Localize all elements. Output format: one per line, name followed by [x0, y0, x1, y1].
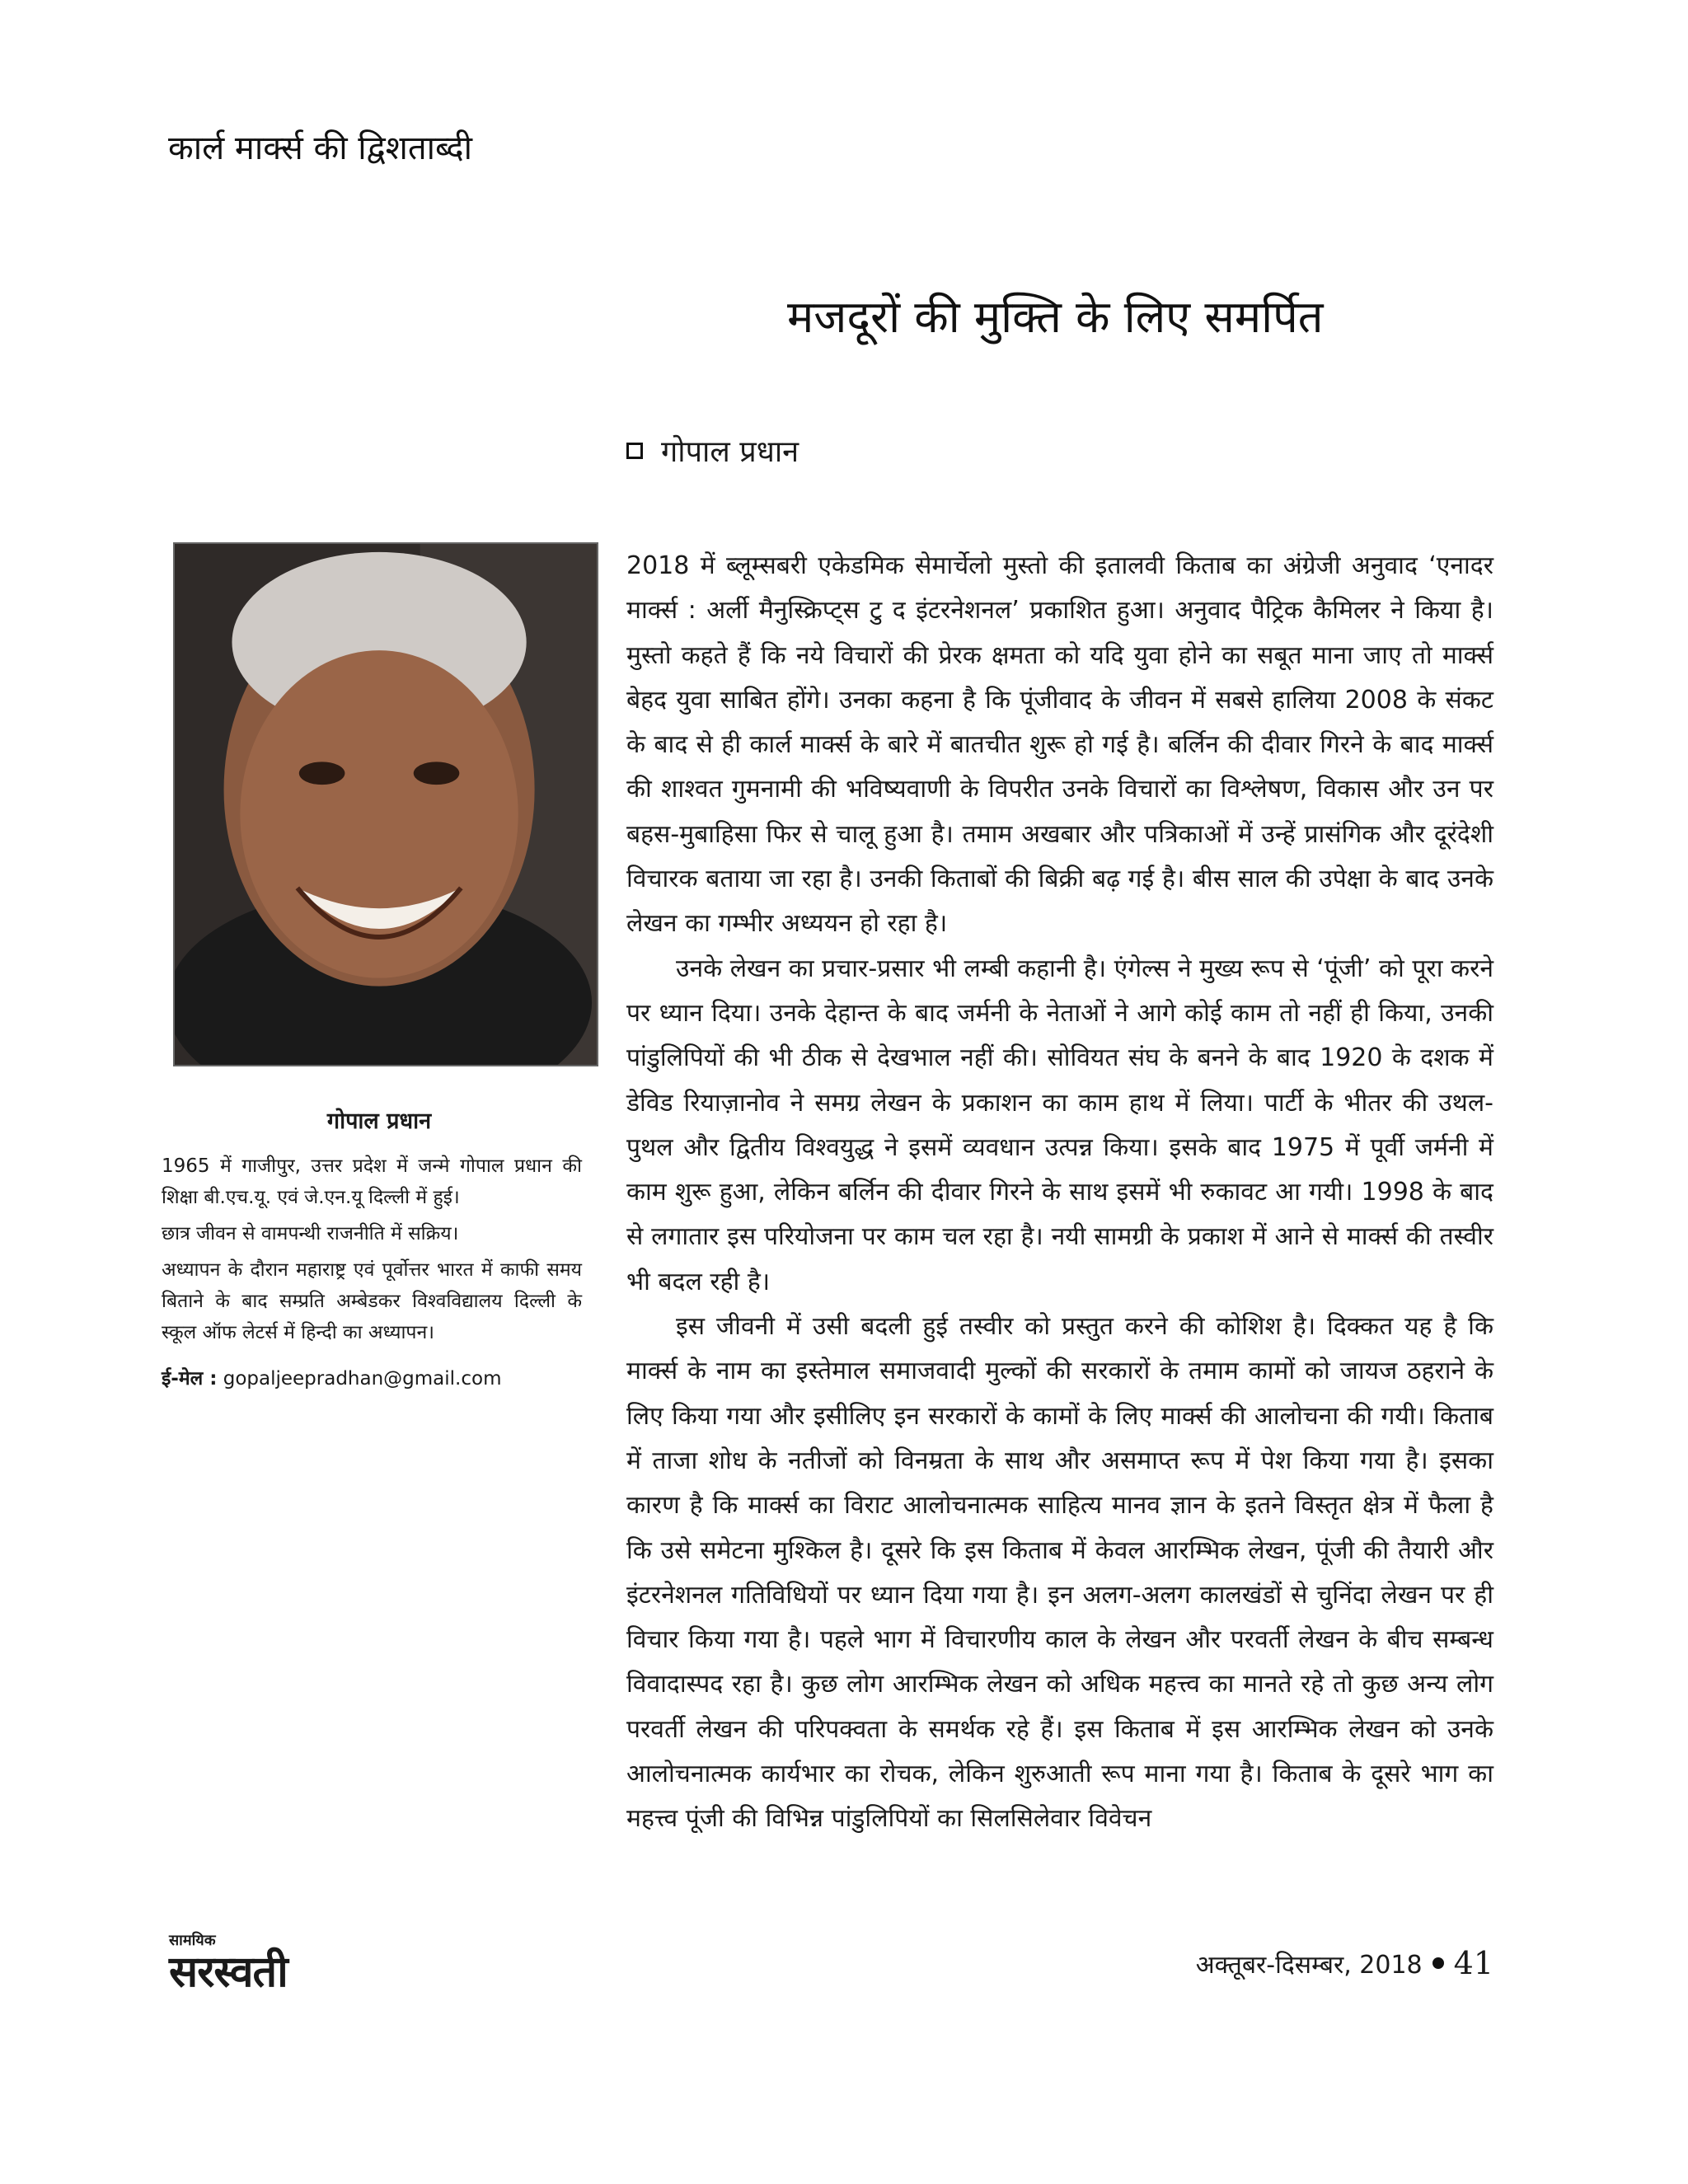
footer: [1196, 1945, 1493, 1981]
logo-small-text: सामयिक: [169, 1932, 216, 1949]
magazine-logo: [169, 1933, 288, 1995]
page-number: 41: [1453, 1945, 1493, 1981]
body-paragraph: इस जीवनी में उसी बदली हुई तस्वीर को प्रस्तुत करने की कोशिश है। दिक्कत यह है कि मार्क्स के नाम का इस्तेमाल समाजवादी मुल्कों की सरकारों के तमाम कामों को जायज ठहराने के लिए किया गया और इसीलिए इन सरकारों के कामों के लिए मार्क्स की आलोचना की गयी। किताब में ताजा शोध के नतीजों को विनम्रता के साथ और असमाप्त रूप में पेश किया गया है। इसका कारण है कि मार्क्स का विराट आलोचनात्मक साहित्य मानव ज्ञान के इतने विस्तृत क्षेत्र में फैला है कि उसे समेटना मुश्किल है। दूसरे कि इस किताब में केवल आरम्भिक लेखन, पूंजी की तैयारी और इंटरनेशनल गतिविधियों पर ध्यान दिया गया है। इन अलग-अलग कालखंडों से चुनिंदा लेखन पर ही विचार किया गया है। पहले भाग में विचारणीय काल के लेखन और परवर्ती लेखन के बीच सम्बन्ध विवादास्पद रहा है। कुछ लोग आरम्भिक लेखन को अधिक महत्त्व का मानते रहे तो कुछ अन्य लोग परवर्ती लेखन की परिपक्वता के समर्थक रहे हैं। इस किताब में इस आरम्भिक लेखन को उनके आलोचनात्मक कार्यभार का रोचक, लेकिन शुरुआती रूप माना गया है। किताब के दूसरे भाग का महत्त्व पूंजी की विभिन्न पांडुलिपियों का सिलसिलेवार विवेचन: [626, 1312, 1493, 1834]
section-header: कार्ल मार्क्स की द्विशताब्दी: [168, 129, 472, 167]
bio-line: अध्यापन के दौरान महाराष्ट्र एवं पूर्वोत्तर भारत में काफी समय बिताने के बाद सम्प्रति अम्बेडकर विश्वविद्यालय दिल्ली के स्कूल ऑफ लेटर्स में हिन्दी का अध्यापन।: [162, 1259, 582, 1343]
byline: [626, 430, 799, 471]
author-bio: [162, 1151, 582, 1399]
bullet-dot-icon: [1432, 1957, 1444, 1969]
author-photo: [173, 542, 598, 1066]
article-title: मजदूरों की मुक्ति के लिए समर्पित: [787, 291, 1324, 343]
issue-date: अक्तूबर-दिसम्बर, 2018: [1195, 1950, 1423, 1980]
body-paragraph: उनके लेखन का प्रचार-प्रसार भी लम्बी कहानी है। एंगेल्स ने मुख्य रूप से ‘पूंजी’ को पूरा करने पर ध्यान दिया। उनके देहान्त के बाद जर्मनी के नेताओं ने आगे कोई काम तो नहीं ही किया, उनकी पांडुलिपियों की भी ठीक से देखभाल नहीं की। सोवियत संघ के बनने के बाद 1920 के दशक में डेविड रियाज़ानोव ने समग्र लेखन के प्रकाशन का काम हाथ में लिया। पार्टी के भीतर की उथल-पुथल और द्वितीय विश्वयुद्ध ने इसमें व्यवधान उत्पन्न किया। इसके बाद 1975 में पूर्वी जर्मनी में काम शुरू हुआ, लेकिन बर्लिन की दीवार गिरने के साथ इसमें भी रुकावट आ गयी। 1998 के बाद से लगातार इस परियोजना पर काम चल रहा है। नयी सामग्री के प्रकाश में आने से मार्क्स की तस्वीर भी बदल रही है।: [626, 954, 1493, 1296]
bio-line: 1965 में गाजीपुर, उत्तर प्रदेश में जन्मे गोपाल प्रधान की शिक्षा बी.एच.यू. एवं जे.एन.यू दिल्ली में हुई।: [162, 1155, 582, 1208]
body-paragraph: 2018 में ब्लूम्सबरी एकेडमिक सेमार्चेलो मुस्तो की इतालवी किताब का अंग्रेजी अनुवाद ‘एनादर मार्क्स : अर्ली मैनुस्क्रिप्ट्स टु द इंटरनेशनल’ प्रकाशित हुआ। अनुवाद पैट्रिक कैमिलर ने किया है। मुस्तो कहते हैं कि नये विचारों की प्रेरक क्षमता को यदि युवा होने का सबूत माना जाए तो मार्क्स बेहद युवा साबित होंगे। उनका कहना है कि पूंजीवाद के जीवन में सबसे हालिया 2008 के संकट के बाद से ही कार्ल मार्क्स के बारे में बातचीत शुरू हो गई है। बर्लिन की दीवार गिरने के बाद मार्क्स की शाश्वत गुमनामी की भविष्यवाणी के विपरीत उनके विचारों का विश्लेषण, विकास और उन पर बहस-मुबाहिसा फिर से चालू हुआ है। तमाम अखबार और पत्रिकाओं में उन्हें प्रासंगिक और दूरंदेशी विचारक बताया जा रहा है। उनकी किताबों की बिक्री बढ़ गई है। बीस साल की उपेक्षा के बाद उनके लेखन का गम्भीर अध्ययन हो रहा है।: [626, 551, 1493, 939]
bio-email-row: [162, 1363, 582, 1394]
square-bullet-icon: [626, 443, 643, 459]
article-body: [626, 544, 1493, 1842]
bio-author-name: गोपाल प्रधान: [326, 1108, 432, 1134]
email-address[interactable]: gopaljeepradhan@gmail.com: [223, 1368, 502, 1390]
logo-big-text: सरस्वती: [169, 1947, 288, 1997]
email-label: ई-मेल :: [162, 1368, 218, 1390]
byline-author: गोपाल प्रधान: [661, 435, 799, 469]
author-portrait-image: [175, 544, 597, 1065]
bio-line: छात्र जीवन से वामपन्थी राजनीति में सक्रिय।: [162, 1223, 459, 1244]
